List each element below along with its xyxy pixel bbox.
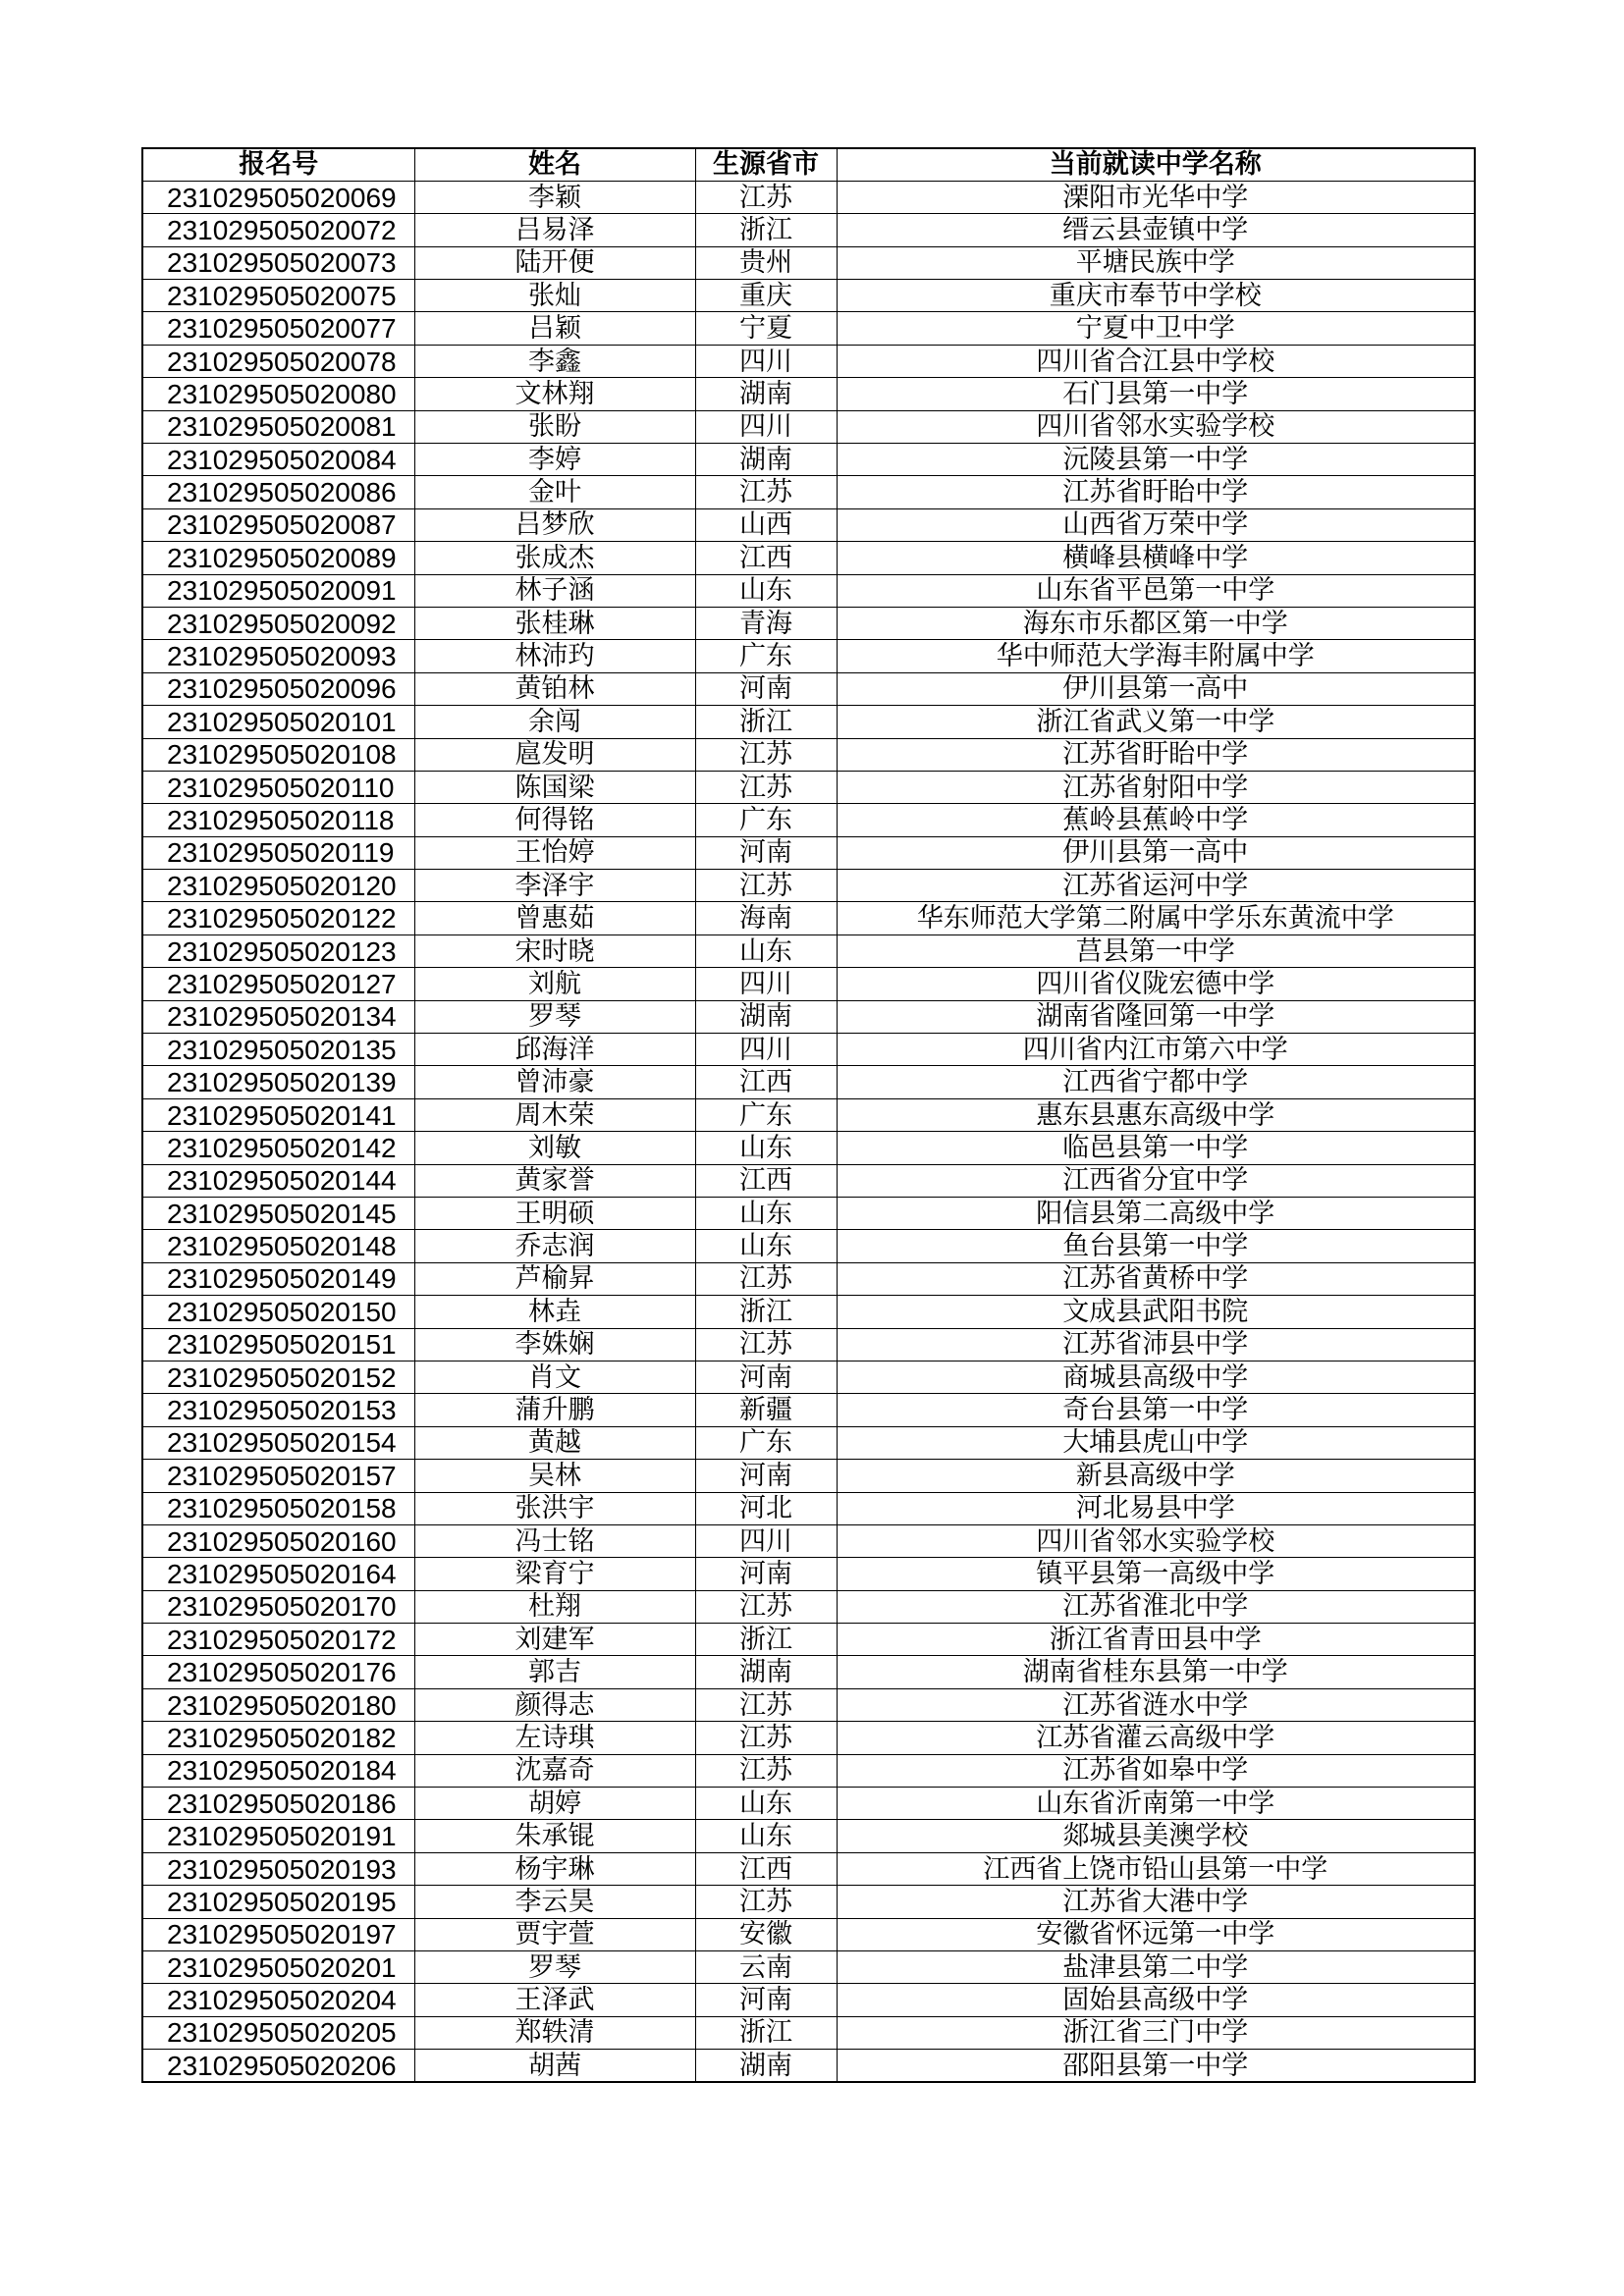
- table-row: [142, 2050, 1475, 2082]
- cell-school: 江苏省大港中学: [837, 1886, 1475, 1918]
- cell-name: 吕易泽: [414, 214, 695, 246]
- table-row: [142, 1000, 1475, 1033]
- cell-name: 周木荣: [414, 1098, 695, 1131]
- cell-school: 四川省内江市第六中学: [837, 1034, 1475, 1066]
- cell-registration-number: 231029505020158: [142, 1492, 414, 1524]
- cell-name: 何得铭: [414, 804, 695, 836]
- header-province: 生源省市: [695, 148, 837, 181]
- cell-registration-number: 231029505020144: [142, 1164, 414, 1197]
- table-row: [142, 1426, 1475, 1459]
- cell-registration-number: 231029505020110: [142, 771, 414, 803]
- cell-name: 胡茜: [414, 2050, 695, 2082]
- cell-registration-number: 231029505020149: [142, 1262, 414, 1295]
- table-row: [142, 1820, 1475, 1852]
- cell-registration-number: 231029505020101: [142, 706, 414, 738]
- cell-school: 江苏省运河中学: [837, 870, 1475, 902]
- cell-registration-number: 231029505020150: [142, 1296, 414, 1328]
- cell-registration-number: 231029505020201: [142, 1950, 414, 1983]
- cell-province: 河南: [695, 1984, 837, 2016]
- cell-province: 山西: [695, 508, 837, 541]
- cell-registration-number: 231029505020084: [142, 444, 414, 476]
- table-row: [142, 542, 1475, 574]
- table-row: [142, 1624, 1475, 1656]
- cell-name: 吴林: [414, 1460, 695, 1492]
- cell-school: 江苏省盱眙中学: [837, 476, 1475, 508]
- cell-name: 刘建军: [414, 1624, 695, 1656]
- table-header: [142, 148, 1475, 181]
- table-row: [142, 1558, 1475, 1590]
- cell-name: 李颖: [414, 181, 695, 213]
- table-row: [142, 1754, 1475, 1787]
- table-row: [142, 1066, 1475, 1098]
- table-row: [142, 1262, 1475, 1295]
- table-row: [142, 1394, 1475, 1426]
- table-row: [142, 1328, 1475, 1361]
- cell-name: 曾惠茹: [414, 902, 695, 934]
- table-row: [142, 804, 1475, 836]
- table-row: [142, 1460, 1475, 1492]
- table-row: [142, 1132, 1475, 1164]
- cell-name: 陈国梁: [414, 771, 695, 803]
- cell-registration-number: 231029505020154: [142, 1426, 414, 1459]
- cell-province: 新疆: [695, 1394, 837, 1426]
- table-row: [142, 1296, 1475, 1328]
- cell-province: 山东: [695, 574, 837, 607]
- table-row: [142, 870, 1475, 902]
- cell-province: 江西: [695, 1852, 837, 1885]
- header-name: 姓名: [414, 148, 695, 181]
- table-row: [142, 1164, 1475, 1197]
- cell-name: 余闯: [414, 706, 695, 738]
- cell-school: 四川省邻水实验学校: [837, 410, 1475, 443]
- cell-registration-number: 231029505020127: [142, 968, 414, 1000]
- cell-name: 李鑫: [414, 345, 695, 377]
- cell-registration-number: 231029505020073: [142, 246, 414, 279]
- cell-name: 黄家誉: [414, 1164, 695, 1197]
- cell-province: 湖南: [695, 1656, 837, 1688]
- cell-name: 贾宇萱: [414, 1918, 695, 1950]
- cell-registration-number: 231029505020141: [142, 1098, 414, 1131]
- cell-school: 固始县高级中学: [837, 1984, 1475, 2016]
- cell-province: 山东: [695, 1132, 837, 1164]
- cell-province: 山东: [695, 1820, 837, 1852]
- cell-registration-number: 231029505020096: [142, 672, 414, 705]
- cell-province: 江西: [695, 542, 837, 574]
- cell-registration-number: 231029505020123: [142, 934, 414, 967]
- cell-school: 莒县第一中学: [837, 934, 1475, 967]
- cell-name: 扈发明: [414, 738, 695, 771]
- cell-school: 江苏省涟水中学: [837, 1688, 1475, 1721]
- cell-name: 张成杰: [414, 542, 695, 574]
- cell-school: 邵阳县第一中学: [837, 2050, 1475, 2082]
- cell-school: 江苏省淮北中学: [837, 1590, 1475, 1623]
- table-row: [142, 1098, 1475, 1131]
- cell-registration-number: 231029505020080: [142, 378, 414, 410]
- table-row: [142, 214, 1475, 246]
- cell-province: 云南: [695, 1950, 837, 1983]
- cell-school: 山东省沂南第一中学: [837, 1788, 1475, 1820]
- cell-name: 金叶: [414, 476, 695, 508]
- cell-registration-number: 231029505020148: [142, 1230, 414, 1262]
- cell-registration-number: 231029505020075: [142, 280, 414, 312]
- table-row: [142, 771, 1475, 803]
- cell-school: 宁夏中卫中学: [837, 312, 1475, 345]
- cell-name: 张洪宇: [414, 1492, 695, 1524]
- header-row: [142, 148, 1475, 181]
- cell-school: 浙江省武义第一中学: [837, 706, 1475, 738]
- cell-name: 邱海洋: [414, 1034, 695, 1066]
- cell-name: 郑轶清: [414, 2016, 695, 2049]
- cell-name: 左诗琪: [414, 1722, 695, 1754]
- cell-registration-number: 231029505020120: [142, 870, 414, 902]
- cell-name: 吕颖: [414, 312, 695, 345]
- cell-school: 江苏省灌云高级中学: [837, 1722, 1475, 1754]
- cell-school: 镇平县第一高级中学: [837, 1558, 1475, 1590]
- cell-registration-number: 231029505020180: [142, 1688, 414, 1721]
- cell-province: 江苏: [695, 1722, 837, 1754]
- cell-province: 江苏: [695, 738, 837, 771]
- cell-school: 奇台县第一中学: [837, 1394, 1475, 1426]
- table-row: [142, 1722, 1475, 1754]
- table-row: [142, 246, 1475, 279]
- cell-registration-number: 231029505020172: [142, 1624, 414, 1656]
- cell-registration-number: 231029505020206: [142, 2050, 414, 2082]
- cell-name: 罗琴: [414, 1950, 695, 1983]
- cell-province: 江苏: [695, 476, 837, 508]
- cell-registration-number: 231029505020186: [142, 1788, 414, 1820]
- cell-name: 曾沛豪: [414, 1066, 695, 1098]
- cell-school: 江苏省射阳中学: [837, 771, 1475, 803]
- cell-school: 新县高级中学: [837, 1460, 1475, 1492]
- cell-registration-number: 231029505020108: [142, 738, 414, 771]
- cell-name: 林子涵: [414, 574, 695, 607]
- cell-registration-number: 231029505020134: [142, 1000, 414, 1033]
- table-row: [142, 1852, 1475, 1885]
- table-row: [142, 1788, 1475, 1820]
- cell-province: 广东: [695, 804, 837, 836]
- cell-name: 王泽武: [414, 1984, 695, 2016]
- cell-registration-number: 231029505020204: [142, 1984, 414, 2016]
- cell-school: 鱼台县第一中学: [837, 1230, 1475, 1262]
- table-row: [142, 738, 1475, 771]
- cell-name: 芦榆昇: [414, 1262, 695, 1295]
- table-body: [142, 181, 1475, 2082]
- cell-province: 安徽: [695, 1918, 837, 1950]
- table-row: [142, 672, 1475, 705]
- cell-province: 江苏: [695, 1590, 837, 1623]
- cell-registration-number: 231029505020142: [142, 1132, 414, 1164]
- cell-name: 宋时晓: [414, 934, 695, 967]
- cell-province: 江苏: [695, 1688, 837, 1721]
- cell-registration-number: 231029505020077: [142, 312, 414, 345]
- cell-name: 朱承锟: [414, 1820, 695, 1852]
- cell-province: 重庆: [695, 280, 837, 312]
- cell-province: 山东: [695, 934, 837, 967]
- cell-registration-number: 231029505020069: [142, 181, 414, 213]
- cell-name: 李泽宇: [414, 870, 695, 902]
- cell-registration-number: 231029505020164: [142, 1558, 414, 1590]
- table-row: [142, 574, 1475, 607]
- cell-school: 江西省分宜中学: [837, 1164, 1475, 1197]
- cell-registration-number: 231029505020135: [142, 1034, 414, 1066]
- cell-school: 湖南省隆回第一中学: [837, 1000, 1475, 1033]
- cell-province: 海南: [695, 902, 837, 934]
- table-row: [142, 345, 1475, 377]
- cell-province: 四川: [695, 345, 837, 377]
- cell-school: 平塘民族中学: [837, 246, 1475, 279]
- table-row: [142, 902, 1475, 934]
- table-row: [142, 706, 1475, 738]
- cell-school: 四川省邻水实验学校: [837, 1524, 1475, 1557]
- cell-name: 张桂琳: [414, 607, 695, 639]
- cell-name: 冯士铭: [414, 1524, 695, 1557]
- cell-province: 湖南: [695, 378, 837, 410]
- cell-province: 山东: [695, 1230, 837, 1262]
- cell-registration-number: 231029505020119: [142, 836, 414, 869]
- table-row: [142, 1984, 1475, 2016]
- cell-province: 河南: [695, 1558, 837, 1590]
- cell-registration-number: 231029505020193: [142, 1852, 414, 1885]
- cell-name: 杜翔: [414, 1590, 695, 1623]
- cell-province: 河南: [695, 672, 837, 705]
- cell-name: 刘航: [414, 968, 695, 1000]
- table-row: [142, 836, 1475, 869]
- cell-registration-number: 231029505020122: [142, 902, 414, 934]
- cell-province: 宁夏: [695, 312, 837, 345]
- cell-school: 缙云县壶镇中学: [837, 214, 1475, 246]
- table-row: [142, 508, 1475, 541]
- cell-registration-number: 231029505020160: [142, 1524, 414, 1557]
- cell-province: 青海: [695, 607, 837, 639]
- cell-registration-number: 231029505020170: [142, 1590, 414, 1623]
- cell-name: 黄铂林: [414, 672, 695, 705]
- table-row: [142, 1918, 1475, 1950]
- cell-school: 临邑县第一中学: [837, 1132, 1475, 1164]
- cell-registration-number: 231029505020145: [142, 1198, 414, 1230]
- cell-school: 江苏省盱眙中学: [837, 738, 1475, 771]
- cell-name: 乔志润: [414, 1230, 695, 1262]
- cell-registration-number: 231029505020197: [142, 1918, 414, 1950]
- cell-school: 山西省万荣中学: [837, 508, 1475, 541]
- cell-province: 江苏: [695, 771, 837, 803]
- cell-name: 文林翔: [414, 378, 695, 410]
- cell-province: 四川: [695, 1524, 837, 1557]
- cell-school: 江苏省如皋中学: [837, 1754, 1475, 1787]
- cell-name: 胡婷: [414, 1788, 695, 1820]
- cell-province: 四川: [695, 1034, 837, 1066]
- cell-school: 惠东县惠东高级中学: [837, 1098, 1475, 1131]
- cell-province: 河北: [695, 1492, 837, 1524]
- cell-name: 梁育宁: [414, 1558, 695, 1590]
- table-row: [142, 280, 1475, 312]
- table-row: [142, 2016, 1475, 2049]
- cell-school: 蕉岭县蕉岭中学: [837, 804, 1475, 836]
- cell-province: 贵州: [695, 246, 837, 279]
- table-row: [142, 1198, 1475, 1230]
- cell-registration-number: 231029505020093: [142, 640, 414, 672]
- cell-school: 湖南省桂东县第一中学: [837, 1656, 1475, 1688]
- cell-school: 文成县武阳书院: [837, 1296, 1475, 1328]
- table-row: [142, 476, 1475, 508]
- table-row: [142, 1688, 1475, 1721]
- cell-name: 吕梦欣: [414, 508, 695, 541]
- cell-province: 江苏: [695, 1754, 837, 1787]
- cell-registration-number: 231029505020195: [142, 1886, 414, 1918]
- cell-registration-number: 231029505020176: [142, 1656, 414, 1688]
- cell-name: 颜得志: [414, 1688, 695, 1721]
- cell-school: 江西省宁都中学: [837, 1066, 1475, 1098]
- cell-school: 伊川县第一高中: [837, 672, 1475, 705]
- cell-name: 李姝娴: [414, 1328, 695, 1361]
- cell-school: 四川省合江县中学校: [837, 345, 1475, 377]
- cell-school: 江苏省黄桥中学: [837, 1262, 1475, 1295]
- cell-registration-number: 231029505020092: [142, 607, 414, 639]
- cell-registration-number: 231029505020151: [142, 1328, 414, 1361]
- cell-province: 江西: [695, 1164, 837, 1197]
- cell-school: 大埔县虎山中学: [837, 1426, 1475, 1459]
- cell-school: 商城县高级中学: [837, 1361, 1475, 1393]
- cell-name: 张盼: [414, 410, 695, 443]
- cell-name: 王怡婷: [414, 836, 695, 869]
- cell-name: 杨宇琳: [414, 1852, 695, 1885]
- table-row: [142, 1590, 1475, 1623]
- cell-registration-number: 231029505020072: [142, 214, 414, 246]
- cell-province: 河南: [695, 1460, 837, 1492]
- cell-registration-number: 231029505020087: [142, 508, 414, 541]
- table-row: [142, 1361, 1475, 1393]
- cell-province: 江苏: [695, 1328, 837, 1361]
- cell-province: 广东: [695, 640, 837, 672]
- cell-name: 黄越: [414, 1426, 695, 1459]
- table-row: [142, 1230, 1475, 1262]
- cell-name: 张灿: [414, 280, 695, 312]
- cell-province: 河南: [695, 836, 837, 869]
- cell-school: 山东省平邑第一中学: [837, 574, 1475, 607]
- cell-registration-number: 231029505020086: [142, 476, 414, 508]
- cell-name: 郭吉: [414, 1656, 695, 1688]
- table-row: [142, 444, 1475, 476]
- cell-school: 浙江省三门中学: [837, 2016, 1475, 2049]
- cell-province: 四川: [695, 968, 837, 1000]
- table-row: [142, 1950, 1475, 1983]
- header-registration-number: 报名号: [142, 148, 414, 181]
- cell-name: 罗琴: [414, 1000, 695, 1033]
- cell-school: 盐津县第二中学: [837, 1950, 1475, 1983]
- cell-school: 浙江省青田县中学: [837, 1624, 1475, 1656]
- table-row: [142, 968, 1475, 1000]
- cell-registration-number: 231029505020091: [142, 574, 414, 607]
- cell-registration-number: 231029505020081: [142, 410, 414, 443]
- table-row: [142, 378, 1475, 410]
- cell-registration-number: 231029505020205: [142, 2016, 414, 2049]
- cell-name: 李云昊: [414, 1886, 695, 1918]
- cell-registration-number: 231029505020118: [142, 804, 414, 836]
- cell-name: 陆开便: [414, 246, 695, 279]
- cell-province: 河南: [695, 1361, 837, 1393]
- cell-name: 李婷: [414, 444, 695, 476]
- cell-registration-number: 231029505020191: [142, 1820, 414, 1852]
- cell-province: 广东: [695, 1098, 837, 1131]
- cell-name: 王明硕: [414, 1198, 695, 1230]
- cell-school: 石门县第一中学: [837, 378, 1475, 410]
- cell-name: 沈嘉奇: [414, 1754, 695, 1787]
- cell-school: 河北易县中学: [837, 1492, 1475, 1524]
- cell-province: 浙江: [695, 1624, 837, 1656]
- cell-province: 四川: [695, 410, 837, 443]
- table-row: [142, 1492, 1475, 1524]
- cell-province: 江苏: [695, 181, 837, 213]
- table-row: [142, 1524, 1475, 1557]
- cell-school: 四川省仪陇宏德中学: [837, 968, 1475, 1000]
- table-row: [142, 181, 1475, 213]
- cell-school: 安徽省怀远第一中学: [837, 1918, 1475, 1950]
- cell-province: 山东: [695, 1788, 837, 1820]
- cell-school: 溧阳市光华中学: [837, 181, 1475, 213]
- cell-name: 肖文: [414, 1361, 695, 1393]
- cell-province: 浙江: [695, 2016, 837, 2049]
- cell-province: 湖南: [695, 2050, 837, 2082]
- cell-school: 江西省上饶市铅山县第一中学: [837, 1852, 1475, 1885]
- cell-province: 湖南: [695, 444, 837, 476]
- table-row: [142, 410, 1475, 443]
- table-row: [142, 312, 1475, 345]
- cell-school: 郯城县美澳学校: [837, 1820, 1475, 1852]
- cell-name: 蒲升鹏: [414, 1394, 695, 1426]
- cell-registration-number: 231029505020139: [142, 1066, 414, 1098]
- cell-school: 沅陵县第一中学: [837, 444, 1475, 476]
- cell-name: 林垚: [414, 1296, 695, 1328]
- cell-province: 江苏: [695, 870, 837, 902]
- cell-name: 林沛玓: [414, 640, 695, 672]
- cell-province: 江苏: [695, 1262, 837, 1295]
- cell-school: 横峰县横峰中学: [837, 542, 1475, 574]
- student-roster-table: [141, 147, 1476, 2083]
- cell-registration-number: 231029505020157: [142, 1460, 414, 1492]
- table-row: [142, 1886, 1475, 1918]
- cell-registration-number: 231029505020078: [142, 345, 414, 377]
- cell-province: 湖南: [695, 1000, 837, 1033]
- cell-school: 江苏省沛县中学: [837, 1328, 1475, 1361]
- cell-school: 华东师范大学第二附属中学乐东黄流中学: [837, 902, 1475, 934]
- cell-school: 阳信县第二高级中学: [837, 1198, 1475, 1230]
- cell-province: 江苏: [695, 1886, 837, 1918]
- cell-school: 伊川县第一高中: [837, 836, 1475, 869]
- cell-school: 海东市乐都区第一中学: [837, 607, 1475, 639]
- cell-registration-number: 231029505020184: [142, 1754, 414, 1787]
- table-row: [142, 607, 1475, 639]
- table-row: [142, 1656, 1475, 1688]
- cell-province: 广东: [695, 1426, 837, 1459]
- table-row: [142, 640, 1475, 672]
- cell-province: 江西: [695, 1066, 837, 1098]
- cell-registration-number: 231029505020182: [142, 1722, 414, 1754]
- cell-registration-number: 231029505020152: [142, 1361, 414, 1393]
- cell-school: 重庆市奉节中学校: [837, 280, 1475, 312]
- cell-registration-number: 231029505020089: [142, 542, 414, 574]
- header-school: 当前就读中学名称: [837, 148, 1475, 181]
- cell-name: 刘敏: [414, 1132, 695, 1164]
- cell-province: 山东: [695, 1198, 837, 1230]
- table-row: [142, 934, 1475, 967]
- cell-registration-number: 231029505020153: [142, 1394, 414, 1426]
- table-row: [142, 1034, 1475, 1066]
- cell-province: 浙江: [695, 1296, 837, 1328]
- cell-school: 华中师范大学海丰附属中学: [837, 640, 1475, 672]
- cell-province: 浙江: [695, 214, 837, 246]
- cell-province: 浙江: [695, 706, 837, 738]
